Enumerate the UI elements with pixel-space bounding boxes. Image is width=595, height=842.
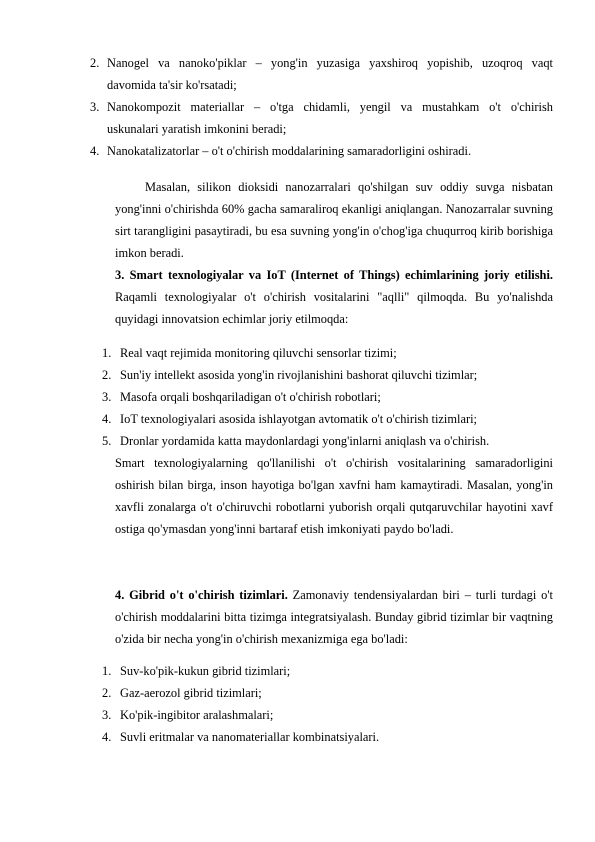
list-item-line: davomida ta'sir ko'rsatadi; — [107, 78, 237, 92]
list-item-line: uskunalari yaratish imkonini beradi; — [107, 122, 287, 136]
list-item-line: Nanokompozit materiallar – o'tga chidamli, yengil va mustahkam o't o'chirish — [107, 100, 553, 114]
list-item — [102, 726, 553, 748]
list-item-text: Real vaqt rejimida monitoring qiluvchi sensorlar tizimi; — [120, 346, 397, 360]
list-item-number: 2. — [102, 368, 112, 382]
list-item-text: Suvli eritmalar va nanomateriallar kombinatsiyalari. — [120, 730, 380, 744]
list-item-text: Gaz-aerozol gibrid tizimlari; — [120, 686, 262, 700]
list-item-text: Suv-ko'pik-kukun gibrid tizimlari; — [120, 664, 291, 678]
list-item-number: 1. — [102, 664, 112, 678]
list-item — [90, 96, 553, 140]
list-item-number: 3. — [102, 390, 112, 404]
nanomaterials-list — [0, 52, 553, 162]
list-item-line: Nanokatalizatorlar – o't o'chirish moddalarining samaradorligini oshiradi. — [107, 144, 472, 158]
paragraph-text: Smart texnologiyalarning qo'llanilishi o't o'chirish vositalarining samaradorligini oshirish bilan birga, inson hayotiga bo'lgan xavfni ham kamaytiradi. Masalan, yong'in xavfli zonalarga o't o'chiruvchi robotlarni yuborish orqali qutqaruvchilar hayotini xavf ostiga qo'ymasdan yong'inni bartaraf etish imkoniyati paydo bo'ladi. — [115, 456, 553, 536]
list-item-text: Sun'iy intellekt asosida yong'in rivojlanishini bashorat qiluvchi tizimlar; — [120, 368, 478, 382]
list-item-text: Ko'pik-ingibitor aralashmalari; — [120, 708, 274, 722]
smart-tech-list — [102, 342, 553, 452]
list-item-text: Masofa orqali boshqariladigan o't o'chirish robotlari; — [120, 390, 381, 404]
list-item-number: 4. — [102, 412, 112, 426]
section-3-text: Raqamli texnologiyalar o't o'chirish vositalarini "aqlli" qilmoqda. Bu yo'nalishda quyidagi innovatsion echimlar joriy etilmoqda: — [115, 290, 553, 326]
paragraph-text: Masalan, silikon dioksidi nanozarralari qo'shilgan suv oddiy suvga nisbatan yong'inni o'chirishda 60% gacha samaraliroq ekanligi aniqlangan. Nanozarralar suvning sirt tarangligini pasaytiradi, bu esa suvning yong'in o'chog'iga chuqurroq kirib borishiga imkon beradi. — [115, 180, 553, 260]
section-4-paragraph — [115, 584, 553, 650]
list-item-line: Nanogel va nanoko'piklar – yong'in yuzasiga yaxshiroq yopishib, uzoqroq vaqt — [107, 56, 553, 70]
list-item-number: 3. — [90, 100, 100, 114]
list-item — [102, 386, 553, 408]
list-item-number: 5. — [102, 434, 112, 448]
list-item — [90, 52, 553, 96]
list-item-number: 3. — [102, 708, 112, 722]
paragraph-silica — [115, 176, 553, 264]
list-item — [102, 342, 553, 364]
list-item-number: 4. — [102, 730, 112, 744]
list-item-number: 2. — [90, 56, 100, 70]
list-item — [102, 660, 553, 682]
list-item-number: 2. — [102, 686, 112, 700]
section-3-heading: 3. Smart texnologiyalar va IoT (Internet of Things) echimlarining joriy etilishi. — [115, 268, 553, 282]
list-item-text: IoT texnologiyalari asosida ishlayotgan avtomatik o't o'chirish tizimlari; — [120, 412, 477, 426]
list-item — [102, 408, 553, 430]
list-item — [90, 140, 553, 162]
hybrid-systems-list — [102, 660, 553, 748]
section-4-heading: 4. Gibrid o't o'chirish tizimlari. — [115, 588, 288, 602]
list-item-number: 1. — [102, 346, 112, 360]
list-item — [102, 704, 553, 726]
list-item — [102, 364, 553, 386]
list-item-text: Dronlar yordamida katta maydonlardagi yong'inlarni aniqlash va o'chirish. — [120, 434, 490, 448]
section-3-paragraph — [115, 264, 553, 330]
section-4-text: Zamonaviy tendensiyalardan biri – turli turdagi o't o'chirish moddalarini bitta tizimga integratsiyalash. Bunday gibrid tizimlar bir vaqtning o'zida bir necha yong'in o'chirish mexanizmiga ega bo'ladi: — [115, 588, 553, 646]
list-item — [102, 682, 553, 704]
list-item — [102, 430, 553, 452]
list-item-number: 4. — [90, 144, 100, 158]
paragraph-smart-benefits — [115, 452, 553, 540]
